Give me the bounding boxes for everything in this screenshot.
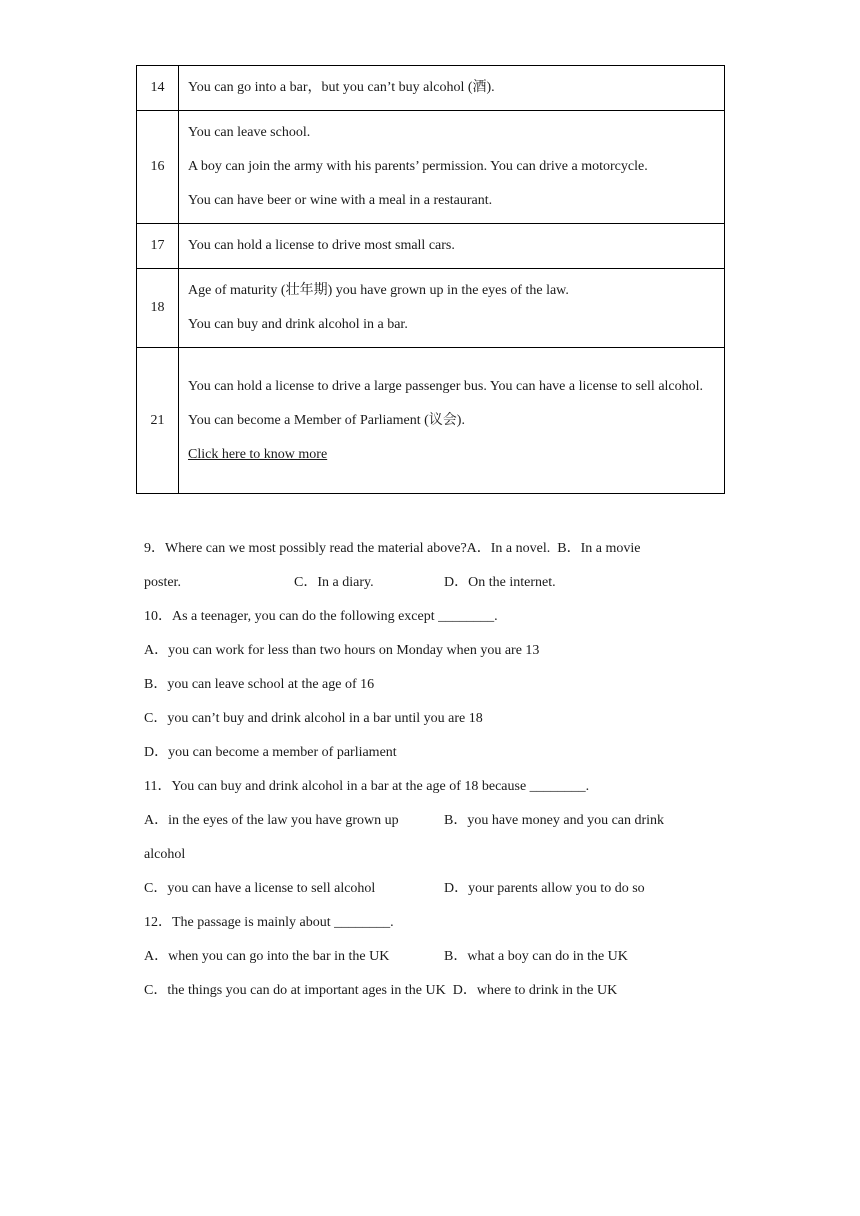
description-cell (179, 348, 725, 494)
description-cell (179, 66, 725, 111)
table-row (137, 348, 725, 494)
table-row (137, 111, 725, 224)
table-row (137, 66, 725, 111)
age-cell: 17 (137, 224, 179, 269)
description-line: You can go into a bar，but you can’t buy alcohol (酒). (188, 80, 495, 95)
question-9-continued (144, 566, 704, 600)
question-12-options-ab (144, 940, 704, 974)
option-d: D．you can become a member of parliament (144, 745, 397, 760)
option-b: B．what a boy can do in the UK (444, 949, 628, 964)
question-stem: 10．As a teenager, you can do the following except ________. (144, 609, 498, 624)
description-line: You can buy and drink alcohol in a bar. (188, 317, 408, 332)
option-a: A．you can work for less than two hours on Monday when you are 13 (144, 643, 540, 658)
know-more-link[interactable]: Click here to know more (188, 446, 328, 462)
option-b: B．you can leave school at the age of 16 (144, 677, 375, 692)
description-line: You can leave school. (188, 125, 311, 140)
age-cell: 18 (137, 269, 179, 348)
option-c: C．the things you can do at important ages in the UK (144, 983, 446, 998)
option-b: B．you have money and you can drink (444, 813, 665, 828)
option-b: B．In a movie (557, 541, 641, 556)
table-row (137, 269, 725, 348)
description-cell (179, 111, 725, 224)
question-9 (144, 532, 704, 566)
option-a: A．In a novel. (466, 541, 551, 556)
question-12 (144, 906, 704, 940)
option-b-continued: alcohol (144, 847, 186, 862)
question-11-options-ab (144, 804, 704, 838)
option-a: A．in the eyes of the law you have grown up (144, 813, 399, 828)
age-cell: 16 (137, 111, 179, 224)
question-11-options-cd (144, 872, 704, 906)
option-d: D．where to drink in the UK (452, 983, 618, 998)
description-line: You can hold a license to drive a large passenger bus. You can have a license to sell alcohol. (188, 378, 704, 394)
option-d: D．On the internet. (444, 575, 556, 590)
age-cell: 21 (137, 348, 179, 494)
option-a: A．when you can go into the bar in the UK (144, 949, 390, 964)
question-stem: 12．The passage is mainly about ________. (144, 915, 394, 930)
question-11 (144, 770, 704, 804)
option-c: C．In a diary. (294, 575, 374, 590)
description-cell (179, 224, 725, 269)
option-d: D．your parents allow you to do so (444, 881, 645, 896)
description-line: You can have beer or wine with a meal in a restaurant. (188, 193, 493, 208)
question-list (144, 532, 704, 1008)
question-12-options-cd (144, 974, 704, 1008)
description-line: Age of maturity (壮年期) you have grown up in the eyes of the law. (188, 283, 569, 298)
option-c: C．you can have a license to sell alcohol (144, 881, 376, 896)
description-line: A boy can join the army with his parents’ permission. You can drive a motorcycle. (188, 159, 648, 174)
question-stem: 11．You can buy and drink alcohol in a bar at the age of 18 because ________. (144, 779, 590, 794)
question-stem: 9．Where can we most possibly read the material above? (144, 541, 467, 556)
description-line: You can hold a license to drive most small cars. (188, 238, 455, 253)
age-cell: 14 (137, 66, 179, 111)
option-c: C．you can’t buy and drink alcohol in a bar until you are 18 (144, 711, 483, 726)
question-10 (144, 600, 704, 634)
age-rules-table (136, 65, 725, 494)
option-b-continued: poster. (144, 575, 181, 590)
description-line: You can become a Member of Parliament (议会). (188, 412, 465, 428)
description-cell (179, 269, 725, 348)
table-row (137, 224, 725, 269)
